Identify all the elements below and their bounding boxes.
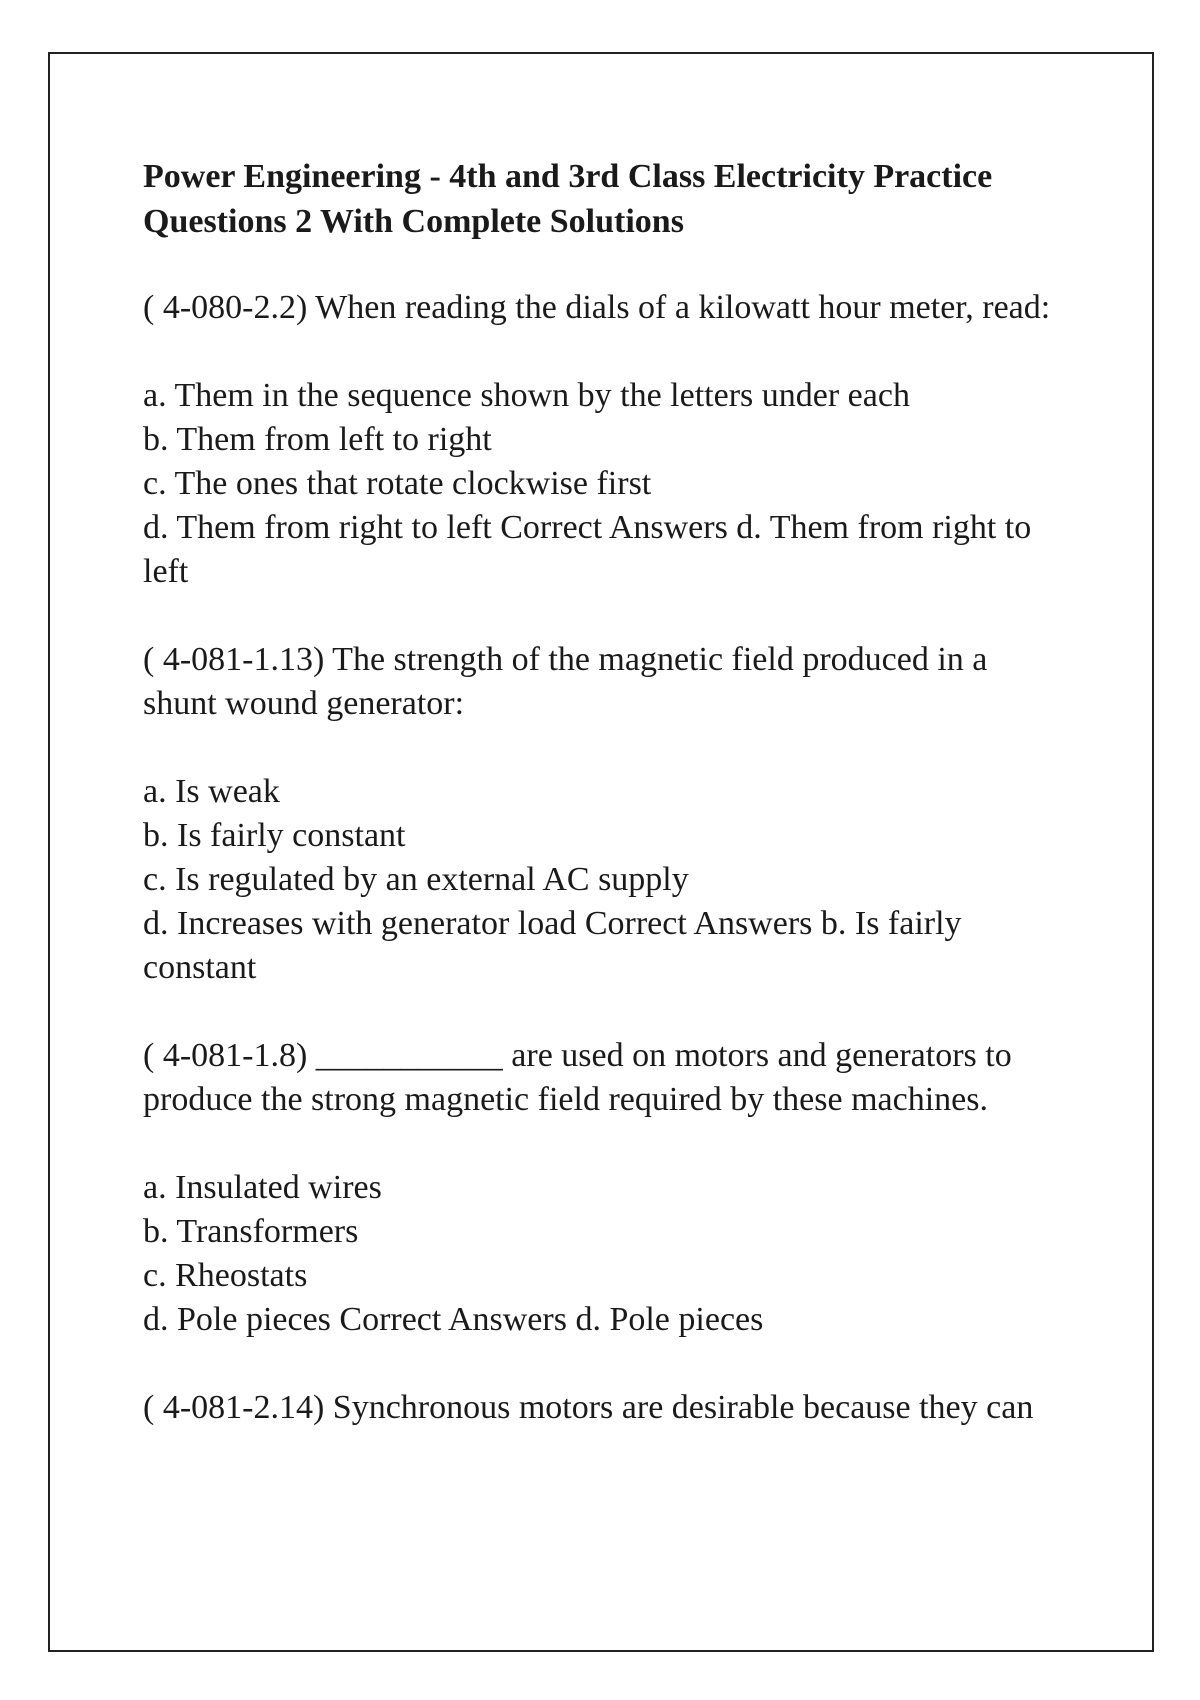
question-1 xyxy=(143,286,1063,594)
option-c: c. Rheostats xyxy=(143,1257,308,1294)
option-b: b. Transformers xyxy=(143,1213,359,1250)
option-d-with-answer: d. Pole pieces Correct Answers d. Pole pieces xyxy=(143,1301,764,1338)
document-title: Power Engineering - 4th and 3rd Class Electricity Practice Questions 2 With Complete Solutions xyxy=(143,158,993,240)
question-2 xyxy=(143,638,1063,990)
question-stem: ( 4-081-1.13) The strength of the magnetic field produced in a shunt wound generator: xyxy=(143,641,988,722)
option-a: a. Them in the sequence shown by the letters under each xyxy=(143,377,910,414)
answer-options xyxy=(143,1166,1063,1342)
option-d-with-answer: d. Them from right to left Correct Answers d. Them from right to left xyxy=(143,509,1032,590)
option-c: c. The ones that rotate clockwise first xyxy=(143,465,652,502)
answer-options xyxy=(143,374,1063,594)
option-c: c. Is regulated by an external AC supply xyxy=(143,861,689,898)
option-b: b. Them from left to right xyxy=(143,421,492,458)
question-stem: ( 4-081-1.8) ___________ are used on motors and generators to produce the strong magnetic field required by these machines. xyxy=(143,1037,1012,1118)
document-content xyxy=(143,154,1063,1430)
answer-options xyxy=(143,770,1063,990)
question-stem: ( 4-081-2.14) Synchronous motors are desirable because they can xyxy=(143,1389,1034,1426)
question-4 xyxy=(143,1386,1063,1430)
option-d-with-answer: d. Increases with generator load Correct Answers b. Is fairly constant xyxy=(143,905,962,986)
question-3 xyxy=(143,1034,1063,1342)
option-a: a. Is weak xyxy=(143,773,280,810)
question-stem: ( 4-080-2.2) When reading the dials of a kilowatt hour meter, read: xyxy=(143,289,1051,326)
option-a: a. Insulated wires xyxy=(143,1169,382,1206)
option-b: b. Is fairly constant xyxy=(143,817,406,854)
